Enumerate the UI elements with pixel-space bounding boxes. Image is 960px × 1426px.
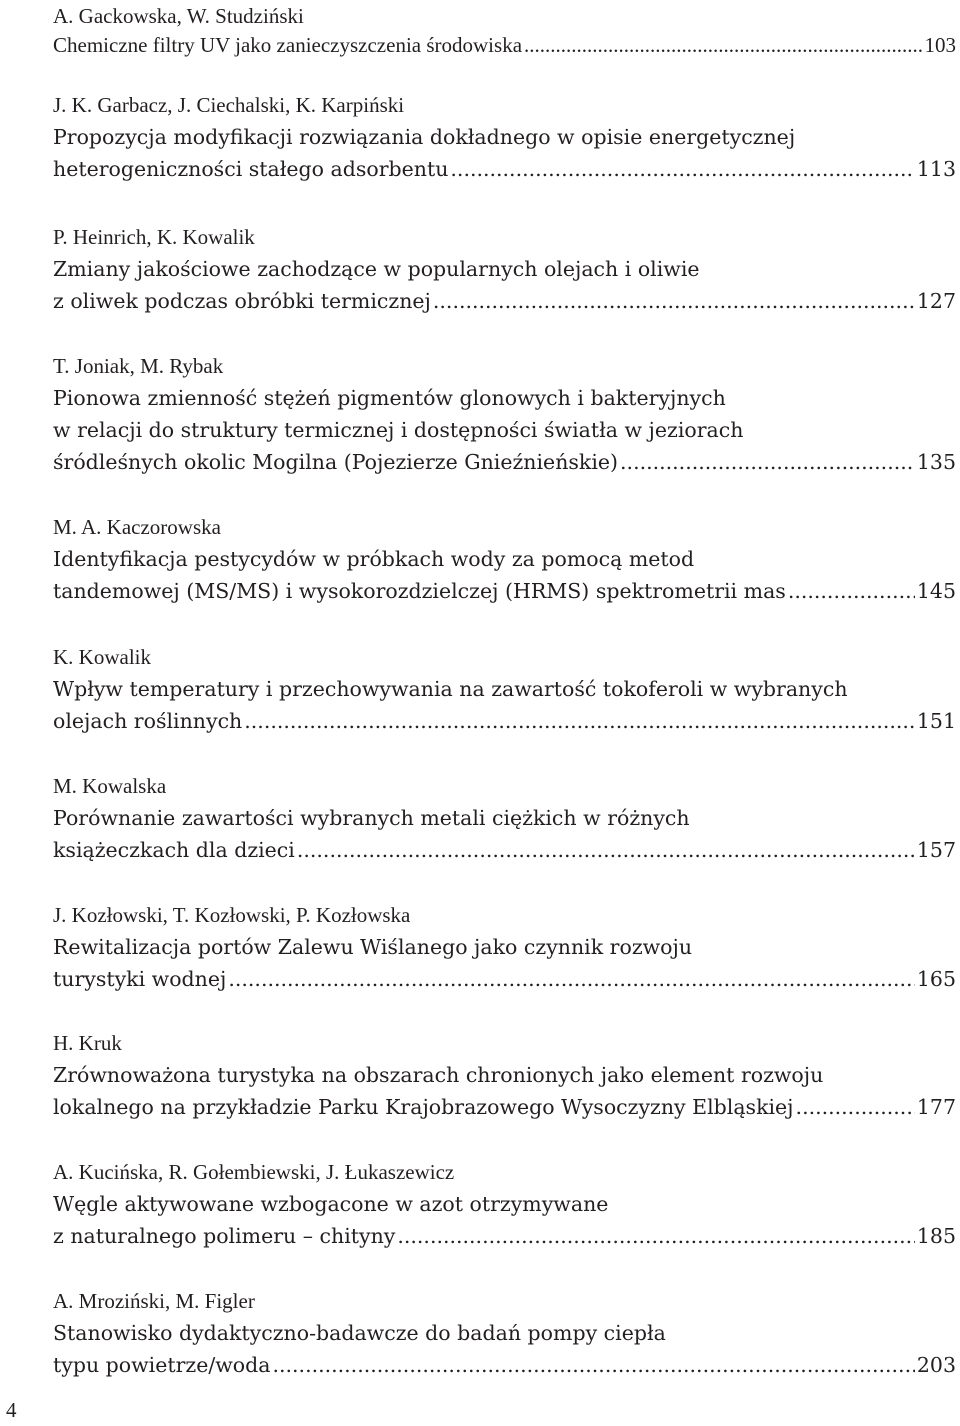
entry-title-line (53, 673, 956, 705)
entry-title-text: turystyki wodnej (53, 967, 227, 991)
entry-page-number: 165 (916, 967, 956, 991)
entry-authors: A. Gackowska, W. Studziński (53, 4, 304, 28)
entry-title-line (53, 382, 956, 414)
entry-page-number: 135 (916, 450, 956, 474)
entry-authors: T. Joniak, M. Rybak (53, 354, 224, 378)
dot-leader (272, 1349, 914, 1381)
entry-authors: H. Kruk (53, 1031, 122, 1055)
entry-title-text: typu powietrze/woda (53, 1353, 271, 1377)
entry-title-line (53, 543, 956, 575)
dot-leader (433, 285, 915, 317)
entry-page-number: 113 (916, 157, 956, 181)
entry-title-text: w relacji do struktury termicznej i dostępności światła w jeziorach (53, 418, 744, 442)
dot-leader (796, 1091, 915, 1123)
entry-title-line (53, 121, 956, 153)
entry-title-text: z oliwek podczas obróbki termicznej (53, 289, 431, 313)
entry-title-text: Chemiczne filtry UV jako zanieczyszczenia środowiska (53, 33, 523, 57)
entry-authors: J. K. Garbacz, J. Ciechalski, K. Karpiński (53, 93, 405, 117)
dot-leader (297, 834, 915, 866)
entry-page-number: 103 (924, 33, 956, 57)
entry-authors: A. Kucińska, R. Gołembiewski, J. Łukaszewicz (53, 1160, 455, 1184)
entry-title-line-last (53, 705, 956, 737)
entry-authors: A. Mroziński, M. Figler (53, 1289, 255, 1313)
entry-authors: M. A. Kaczorowska (53, 515, 221, 539)
entry-title-line (53, 931, 956, 963)
entry-page-number: 177 (916, 1095, 956, 1119)
entry-title-text: lokalnego na przykładzie Parku Krajobrazowego Wysoczyzny Elbląskiej (53, 1095, 794, 1119)
entry-title-line-last (53, 1091, 956, 1123)
entry-title-text: heterogeniczności stałego adsorbentu (53, 157, 449, 181)
dot-leader (397, 1220, 915, 1252)
entry-authors: K. Kowalik (53, 645, 151, 669)
entry-title-line-last (53, 29, 956, 61)
entry-title-text: Identyfikacja pestycydów w próbkach wody za pomocą metod (53, 547, 695, 571)
entry-title-text: z naturalnego polimeru – chityny (53, 1224, 396, 1248)
entry-title-line-last (53, 285, 956, 317)
entry-title-text: Węgle aktywowane wzbogacone w azot otrzymywane (53, 1192, 609, 1216)
dot-leader (788, 575, 915, 607)
entry-authors: P. Heinrich, K. Kowalik (53, 225, 255, 249)
entry-title-line (53, 414, 956, 446)
entry-page-number: 185 (916, 1224, 956, 1248)
entry-page-number: 157 (916, 838, 956, 862)
entry-title-text: Wpływ temperatury i przechowywania na zawartość tokoferoli w wybranych (53, 677, 848, 701)
dot-leader (228, 963, 915, 995)
entry-title-line (53, 1188, 956, 1220)
entry-title-text: Stanowisko dydaktyczno-badawcze do badań pompy ciepła (53, 1321, 666, 1345)
entry-page-number: 145 (916, 579, 956, 603)
entry-page-number: 203 (916, 1353, 956, 1377)
entry-page-number: 151 (916, 709, 956, 733)
entry-title-line-last (53, 446, 956, 478)
dot-leader (524, 29, 922, 61)
entry-authors: M. Kowalska (53, 774, 167, 798)
entry-title-line-last (53, 153, 956, 185)
entry-title-text: tandemowej (MS/MS) i wysokorozdzielczej (HRMS) spektrometrii mas (53, 579, 786, 603)
entry-title-text: Rewitalizacja portów Zalewu Wiślanego jako czynnik rozwoju (53, 935, 693, 959)
entry-title-text: książeczkach dla dzieci (53, 838, 295, 862)
entry-title-line-last (53, 834, 956, 866)
page-number: 4 (6, 1398, 17, 1422)
entry-title-line-last (53, 575, 956, 607)
entry-authors: J. Kozłowski, T. Kozłowski, P. Kozłowska (53, 903, 411, 927)
entry-title-line (53, 253, 956, 285)
dot-leader (450, 153, 914, 185)
entry-page-number: 127 (916, 289, 956, 313)
entry-title-text: Zmiany jakościowe zachodzące w popularnych olejach i oliwie (53, 257, 700, 281)
entry-title-text: śródleśnych okolic Mogilna (Pojezierze Gnieźnieńskie) (53, 450, 619, 474)
entry-title-line (53, 1317, 956, 1349)
entry-title-line-last (53, 1220, 956, 1252)
entry-title-line-last (53, 963, 956, 995)
dot-leader (620, 446, 915, 478)
entry-title-line-last (53, 1349, 956, 1381)
entry-title-line (53, 1059, 956, 1091)
entry-title-text: olejach roślinnych (53, 709, 243, 733)
entry-title-text: Zrównoważona turystyka na obszarach chronionych jako element rozwoju (53, 1063, 824, 1087)
entry-title-text: Pionowa zmienność stężeń pigmentów glonowych i bakteryjnych (53, 386, 726, 410)
entry-title-line (53, 802, 956, 834)
dot-leader (244, 705, 915, 737)
entry-title-text: Porównanie zawartości wybranych metali ciężkich w różnych (53, 806, 690, 830)
entry-title-text: Propozycja modyfikacji rozwiązania dokładnego w opisie energetycznej (53, 125, 796, 149)
